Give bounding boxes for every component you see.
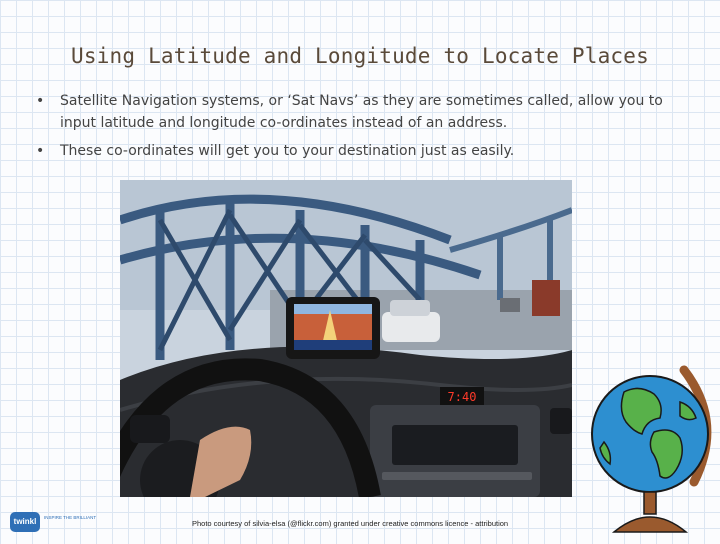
logo-badge: twinkl <box>10 512 40 532</box>
bullet-marker: • <box>36 143 45 159</box>
globe-illustration <box>584 362 718 540</box>
bullet-text: Satellite Navigation systems, or ‘Sat Navs’ as they are sometimes called, allow you to input latitude and longitude co-ordinates instead of an address. <box>60 93 663 131</box>
photo-caption: Photo courtesy of silvia-elsa (@flickr.com) granted under creative commons licence - attribution <box>192 519 509 528</box>
bullet-item <box>34 90 694 134</box>
sat-nav-photo <box>120 180 572 497</box>
bullet-marker: • <box>36 93 45 109</box>
slide-title: Using Latitude and Longitude to Locate Places <box>71 44 649 68</box>
twinkl-logo <box>10 508 106 536</box>
bullet-list <box>34 90 694 168</box>
logo-tagline: INSPIRE THE BRILLIANT <box>44 515 97 520</box>
bullet-item <box>34 140 694 162</box>
bullet-text: These co-ordinates will get you to your destination just as easily. <box>60 143 515 159</box>
dashboard-clock: 7:40 <box>447 390 477 404</box>
